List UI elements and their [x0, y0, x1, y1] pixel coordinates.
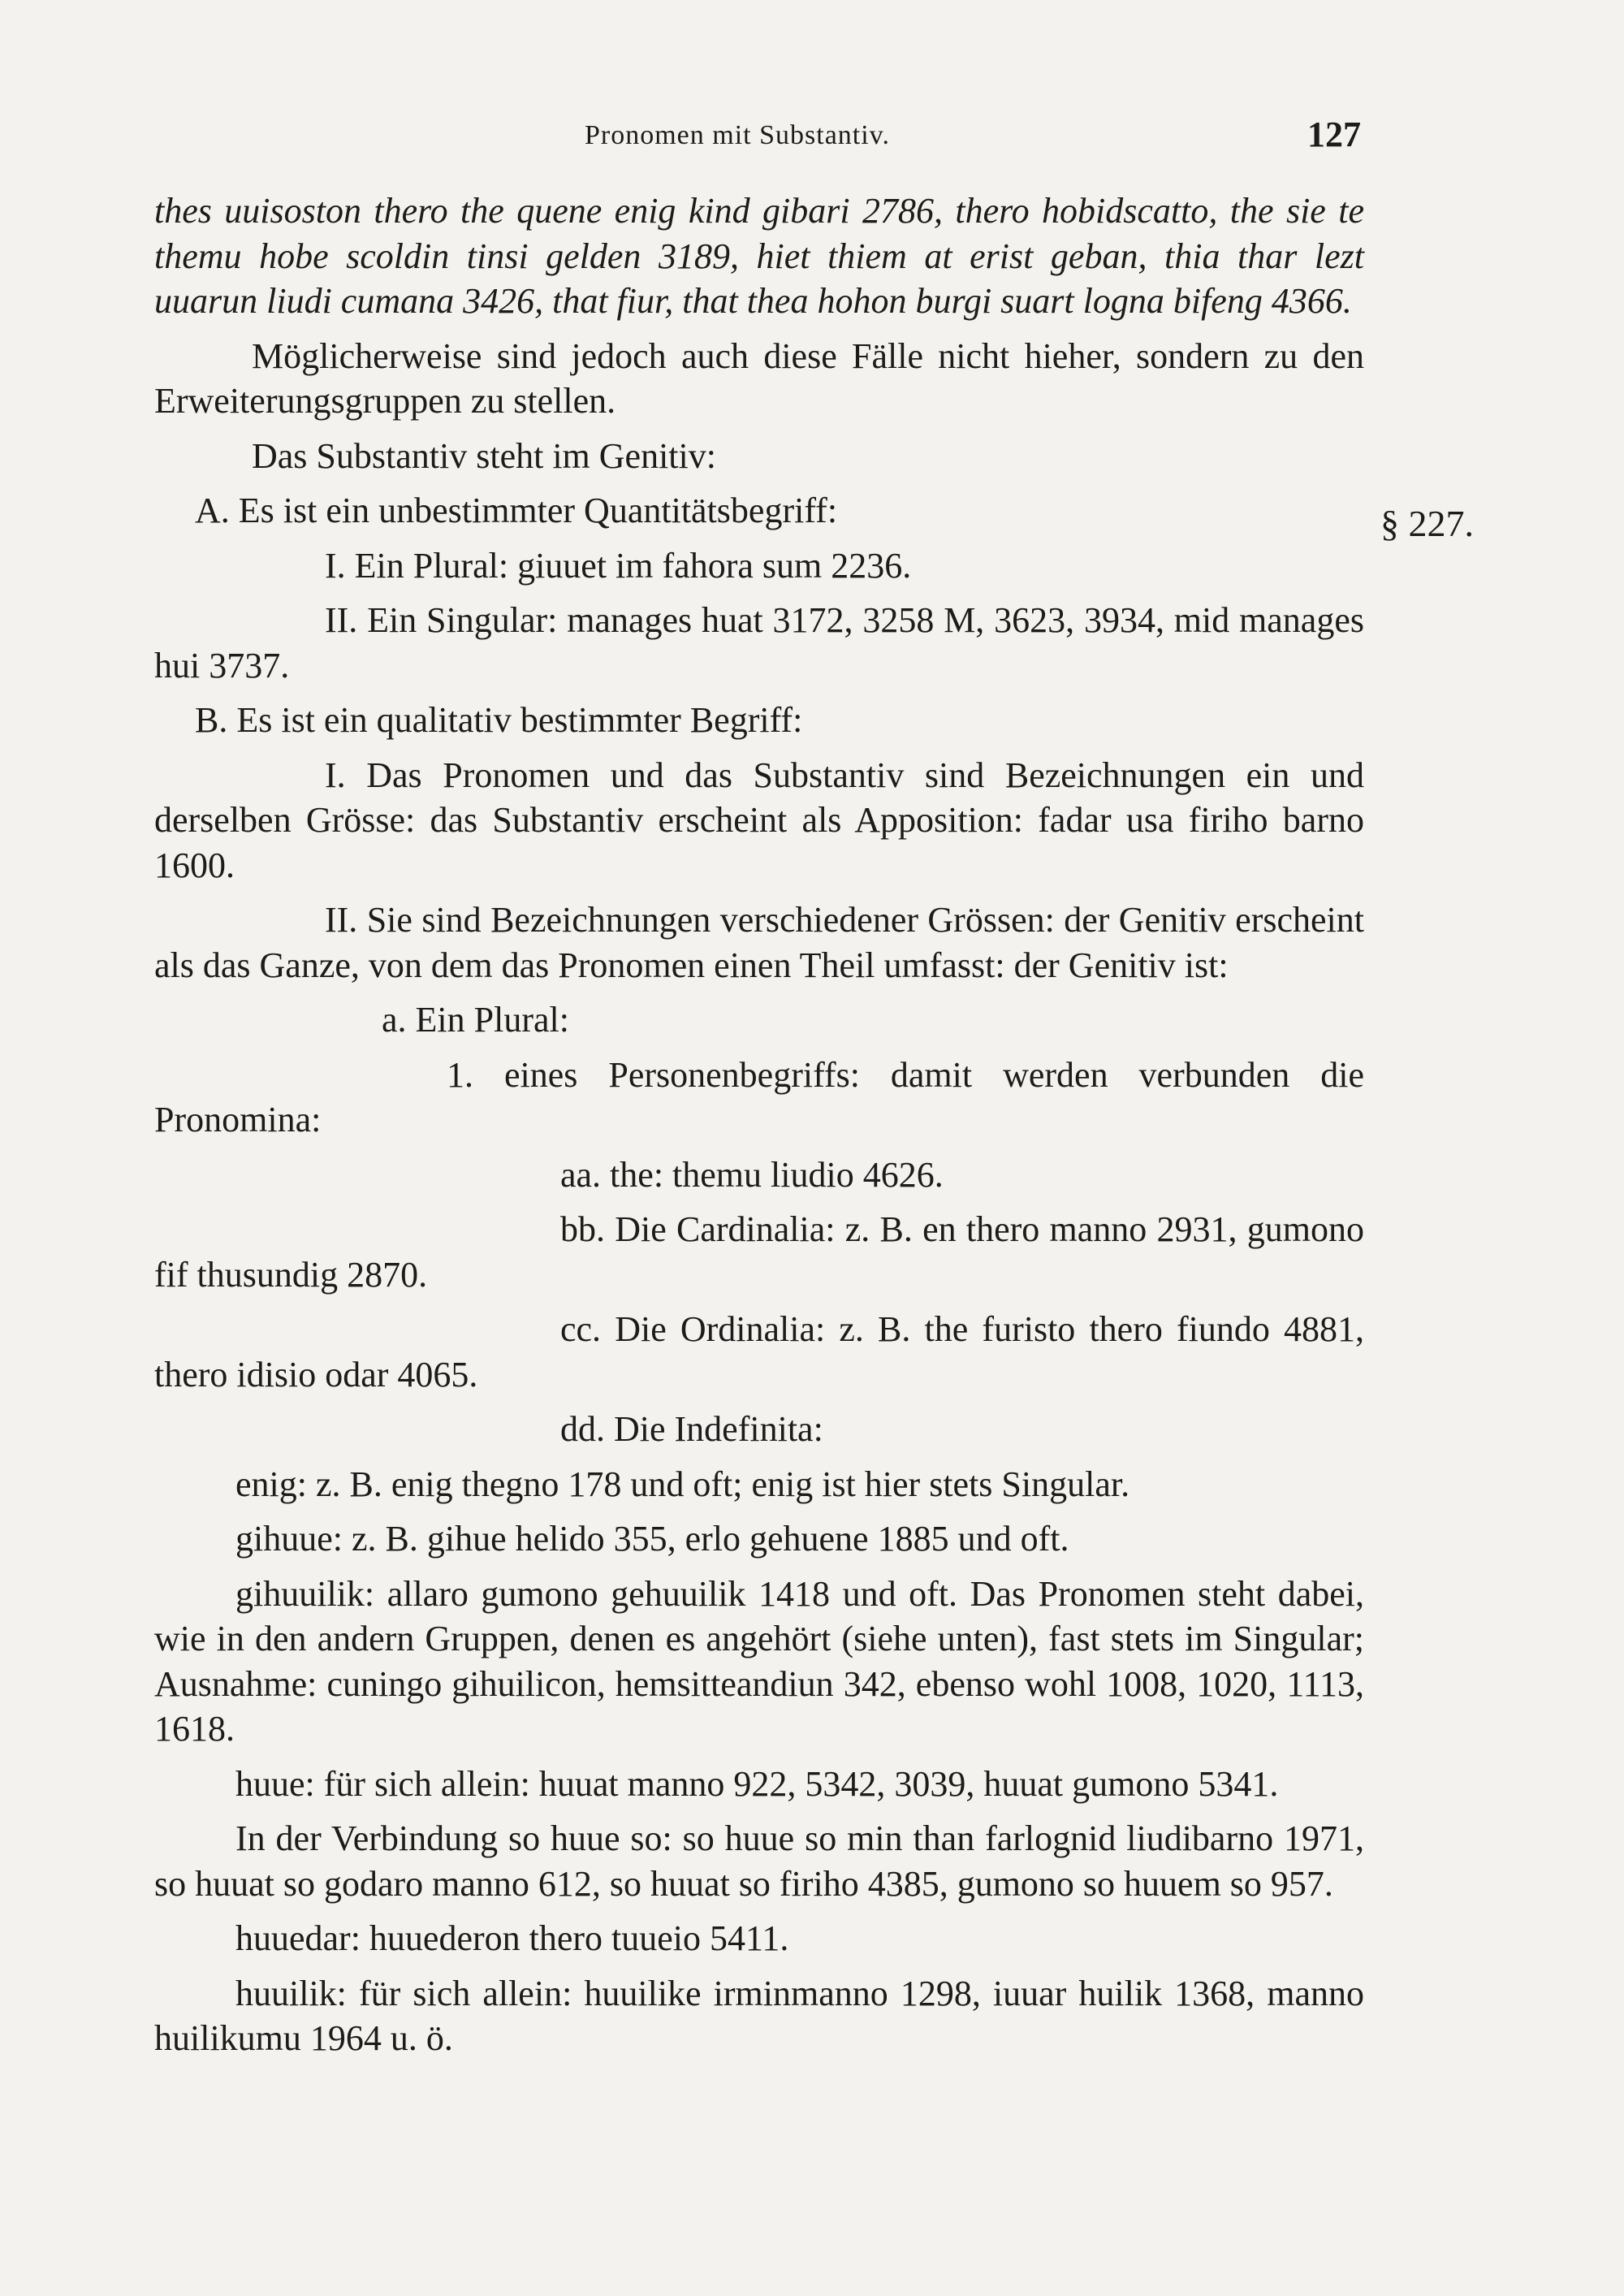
running-header: Pronomen mit Substantiv. [585, 120, 890, 150]
paragraph-genitive-intro: Das Substantiv steht im Genitiv: [252, 435, 716, 476]
item-enig: enig: z. B. enig thegno 178 und oft; enig ist hier stets Singular. [235, 1464, 1130, 1504]
item-a-i: I. Ein Plural: giuuet im fahora sum 2236. [325, 545, 912, 586]
item-cc: cc. Die Ordinalia: z. B. the furisto thero fiundo 4881, thero idisio odar 4065. [154, 1309, 1364, 1394]
item-huuilik: huuilik: für sich allein: huuilike irminmanno 1298, iuuar huilik 1368, manno huilikumu 1964 u. ö. [154, 1973, 1364, 2058]
item-aa: aa. the: themu liudio 4626. [560, 1154, 944, 1195]
item-gihuuilik: gihuuilik: allaro gumono gehuuilik 1418 und oft. Das Pronomen steht dabei, wie in den andern Gruppen, denen es angehört (siehe unten), fast stets im Singular; Ausnahme: cuningo gihuilicon, hemsitteandiun 342, ebenso wohl 1008, 1020, 1113, 1618. [154, 1573, 1364, 1749]
item-dd: dd. Die Indefinita: [560, 1409, 823, 1449]
item-gihuue: gihuue: z. B. gihue helido 355, erlo gehuene 1885 und oft. [235, 1519, 1069, 1559]
item-huue: huue: für sich allein: huuat manno 922, 5342, 3039, huuat gumono 5341. [235, 1763, 1279, 1804]
item-a-ii: II. Ein Singular: manages huat 3172, 3258 M, 3623, 3934, mid manages hui 3737. [154, 600, 1364, 685]
item-a-plural: a. Ein Plural: [382, 1000, 569, 1040]
item-verbindung: In der Verbindung so huue so: so huue so min than farlognid liudibarno 1971, so huuat so godaro manno 612, so huuat so firiho 4385, gumono so huuem so 957. [154, 1818, 1364, 1904]
item-b-i: I. Das Pronomen und das Substantiv sind Bezeichnungen ein und derselben Grösse: das Substantiv erscheint als Apposition: fadar usa firiho barno 1600. [154, 755, 1364, 885]
heading-a: A. Es ist ein unbestimmter Quantitätsbegriff: [195, 491, 838, 530]
paragraph-note: Möglicherweise sind jedoch auch diese Fälle nicht hieher, sondern zu den Erweiterungsgruppen zu stellen. [154, 335, 1364, 421]
paragraph-examples: thes uuisoston thero the quene enig kind gibari 2786, thero hobidscatto, the sie te themu hobe scoldin tinsi gelden 3189, hiet thiem at erist geban, thia thar lezt uuarun liudi cumana 3426, that fiur, that thea hohon burgi suart logna bifeng 4366. [154, 191, 1364, 321]
item-bb: bb. Die Cardinalia: z. B. en thero manno 2931, gumono fif thusundig 2870. [154, 1209, 1364, 1295]
section-marker: § 227. [1380, 503, 1474, 544]
item-personenbegriff: 1. eines Personenbegriffs: damit werden verbunden die Pronomina: [154, 1054, 1364, 1139]
heading-b: B. Es ist ein qualitativ bestimmter Begriff: [195, 700, 803, 740]
item-huuedar: huuedar: huuederon thero tuueio 5411. [235, 1918, 789, 1958]
body-text [154, 188, 1364, 2071]
item-b-ii: II. Sie sind Bezeichnungen verschiedener Grössen: der Genitiv erscheint als das Ganze, von dem das Pronomen einen Theil umfasst: der Genitiv ist: [154, 900, 1364, 985]
page-number: 127 [1307, 115, 1361, 154]
